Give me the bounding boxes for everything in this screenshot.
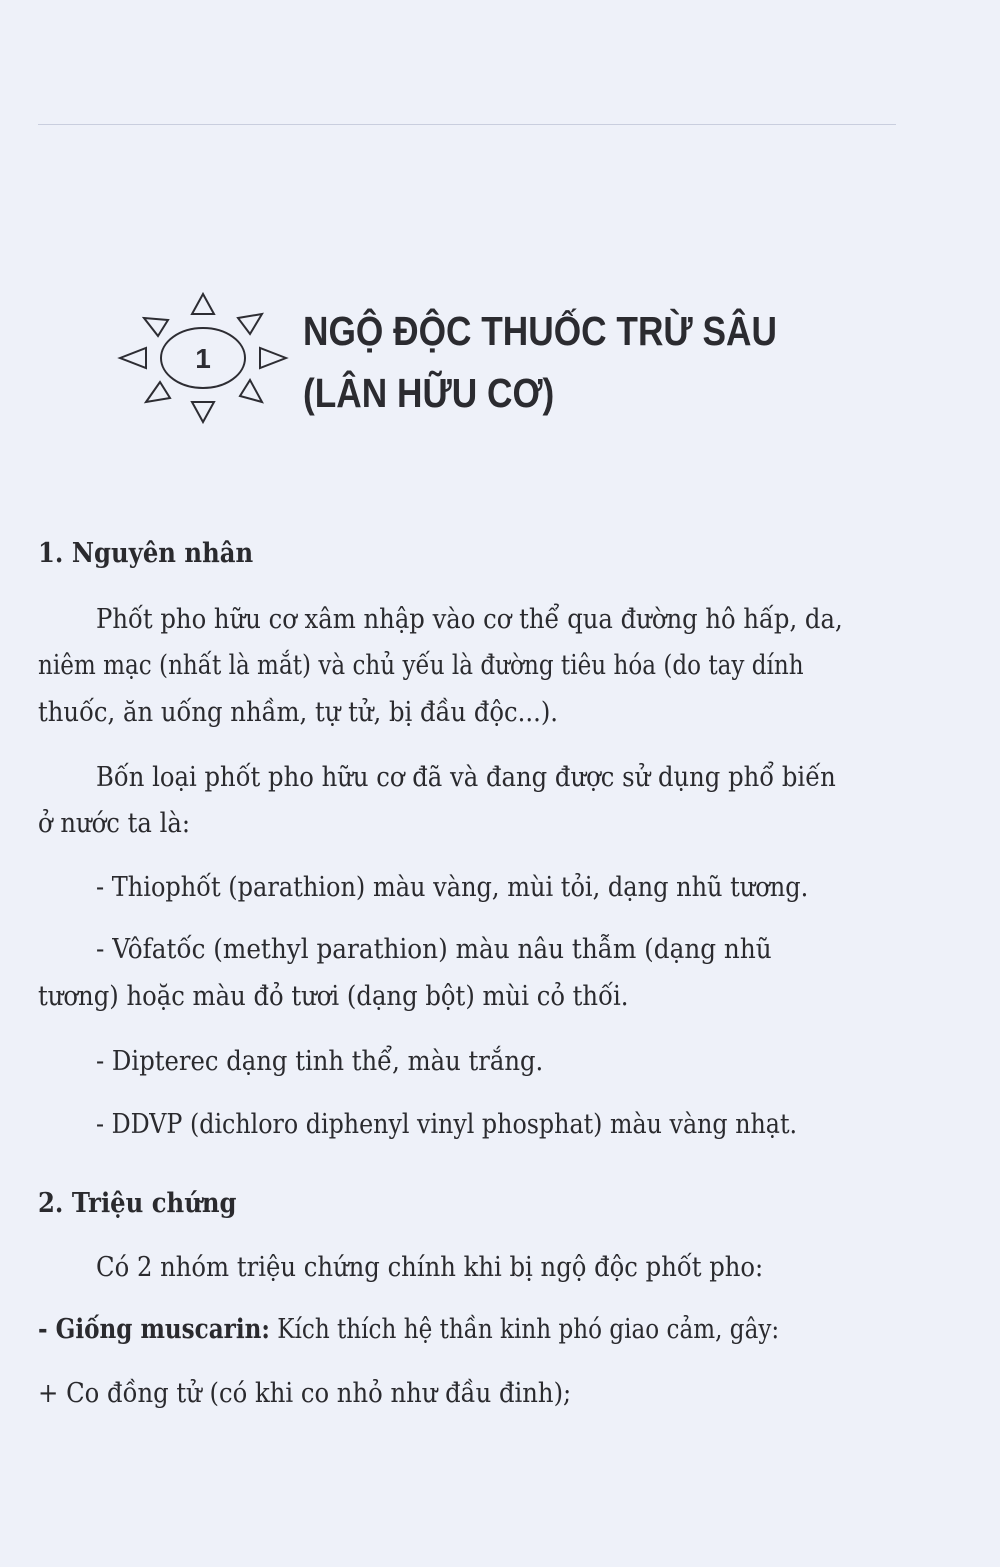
list-item-vofatoc: - Vôfatốc (methyl parathion) màu nâu thẫm (dạng nhũ	[96, 934, 772, 965]
section2-intro: Có 2 nhóm triệu chứng chính khi bị ngộ độc phốt pho:	[96, 1252, 764, 1283]
chapter-title	[303, 300, 777, 424]
section1-para1-line1: Phốt pho hữu cơ xâm nhập vào cơ thể qua đường hô hấp, da,	[96, 604, 843, 635]
chapter-sun-emblem	[116, 290, 290, 426]
header-rule	[38, 124, 896, 125]
section1-para2-line2: ở nước ta là:	[38, 808, 191, 839]
section1-para1-line2: niêm mạc (nhất là mắt) và chủ yếu là đường tiêu hóa (do tay dính	[38, 650, 804, 681]
muscarin-label: - Giống muscarin:	[38, 1314, 270, 1345]
list-item-dipterec: - Dipterec dạng tinh thể, màu trắng.	[96, 1046, 544, 1077]
section2-heading: 2. Triệu chứng	[38, 1188, 237, 1219]
section2-muscarin	[38, 1314, 842, 1345]
list-item-vofatoc-cont: tương) hoặc màu đỏ tươi (dạng bột) mùi cỏ thối.	[38, 981, 629, 1012]
chapter-title-line1: NGỘ ĐỘC THUỐC TRỪ SÂU	[303, 308, 777, 354]
section2-item1: + Co đồng tử (có khi co nhỏ như đầu đinh);	[38, 1378, 572, 1409]
section1-heading: 1. Nguyên nhân	[38, 538, 254, 569]
chapter-number: 1	[195, 343, 211, 374]
section1-para1-line3: thuốc, ăn uống nhầm, tự tử, bị đầu độc...).	[38, 697, 559, 728]
section1-para2-line1: Bốn loại phốt pho hữu cơ đã và đang được sử dụng phổ biến	[96, 762, 836, 793]
list-item-ddvp: - DDVP (dichloro diphenyl vinyl phosphat) màu vàng nhạt.	[96, 1109, 798, 1140]
muscarin-text: Kích thích hệ thần kinh phó giao cảm, gây:	[269, 1314, 780, 1345]
list-item-thiophot: - Thiophốt (parathion) màu vàng, mùi tỏi, dạng nhũ tương.	[96, 872, 809, 903]
chapter-title-line2: (LÂN HỮU CƠ)	[303, 370, 555, 416]
